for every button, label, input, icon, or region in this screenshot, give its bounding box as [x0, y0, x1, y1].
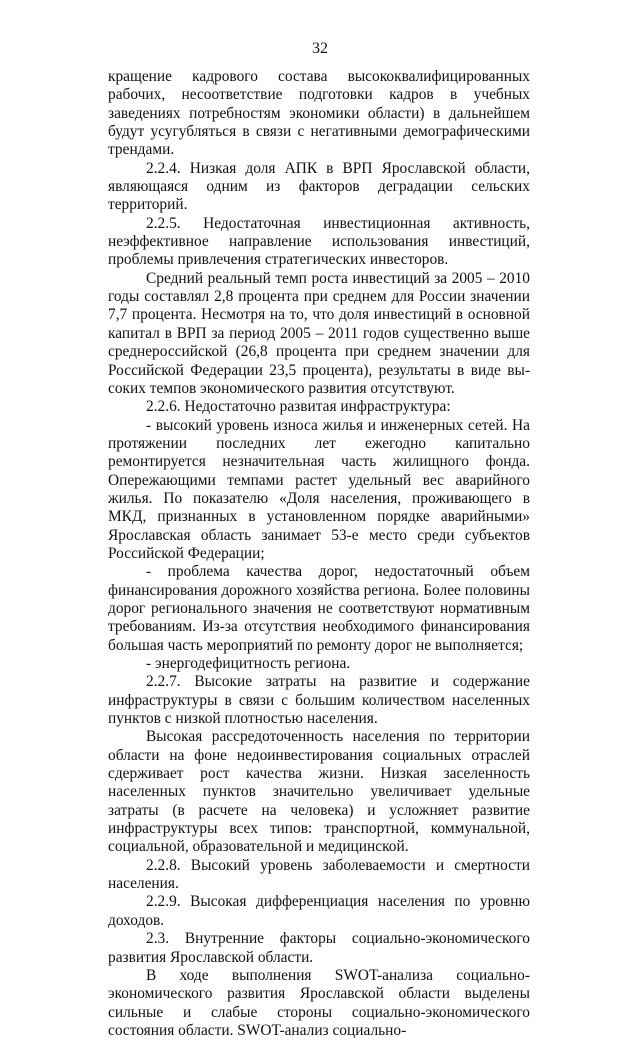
paragraph: кращение кадрового состава высококвалифицированных рабочих, несоответствие подготовки кадров в учебных заведениях потребностям экономики области) в дальнейшем будут усугубляться в связи с негативными демографическими трендами.	[108, 68, 530, 159]
paragraph: 2.2.6. Недостаточно развитая инфраструктура:	[146, 398, 451, 416]
section-heading: 2.3. Внутренние факторы социально-экономического развития Ярославской области.	[108, 930, 530, 966]
list-item: - проблема качества дорог, недостаточный объем финансирования дорожного хозяйства региона. Более половины дорог регионального значения не соответствуют нормативным требованиям. Из-за отсутствия необходимого финансирования большая часть мероприятий по ремонту дорог не выполняется;	[108, 563, 530, 654]
paragraph: 2.2.8. Высокий уровень заболеваемости и смертности населения.	[108, 856, 530, 893]
paragraph: 2.2.9. Высокая дифференциация населения по уровню доходов.	[108, 893, 530, 929]
paragraph: 2.2.5. Недостаточная инвестиционная активность, неэффективное направление использования инвестиций, проблемы привлечения стратегических инвесторов.	[108, 214, 530, 269]
page-number: 32	[312, 40, 328, 57]
paragraph: 2.2.4. Низкая доля АПК в ВРП Ярославской области, являющаяся одним из факторов деградации сельских территорий.	[108, 159, 530, 214]
paragraph: Высокая рассредоточенность населения по территории области на фоне недоинвестирования социальных отраслей сдерживает рост качества жизни. Низкая заселенность населенных пунктов значительно увеличивает удельные затраты (в расчете на человека) и усложняет развитие инфраструктуры всех типов: транспортной, коммунальной, социальной, образовательной и медицинской.	[108, 728, 530, 856]
paragraph: В ходе выполнения SWOT-анализа социально-экономического развития Ярославской области выделены сильные и слабые стороны социально-экономического состояния области. SWOT-анализ социально-	[108, 966, 530, 1039]
list-item: - энергодефицитность региона.	[146, 655, 351, 672]
document-body	[108, 68, 530, 1040]
paragraph: Средний реальный темп роста инвестиций за 2005 – 2010 годы составлял 2,8 процента при среднем для России значении 7,7 процента. Несмотря на то, что доля инвестиций в основной капитал в ВРП за период 2005 – 2011 годов существенно выше среднероссийской (26,8 процента при среднем значении для Российской Федерации 23,5 процента), результаты в виде высоких темпов экономического развития отсутствуют.	[108, 269, 530, 397]
paragraph: 2.2.7. Высокие затраты на развитие и содержание инфраструктуры в связи с большим количеством населенных пунктов с низкой плотностью населения.	[108, 673, 530, 728]
list-item: - высокий уровень износа жилья и инженерных сетей. На протяжении последних лет ежегодно капитально ремонтируется незначительная часть жилищного фонда. Опережающими темпами растет удельный вес аварийного жилья. По показателю «Доля населения, проживающего в МКД, признанных в установленном порядке аварийными» Ярославская область занимает 53-е место среди субъектов Российской Федерации;	[108, 416, 530, 562]
